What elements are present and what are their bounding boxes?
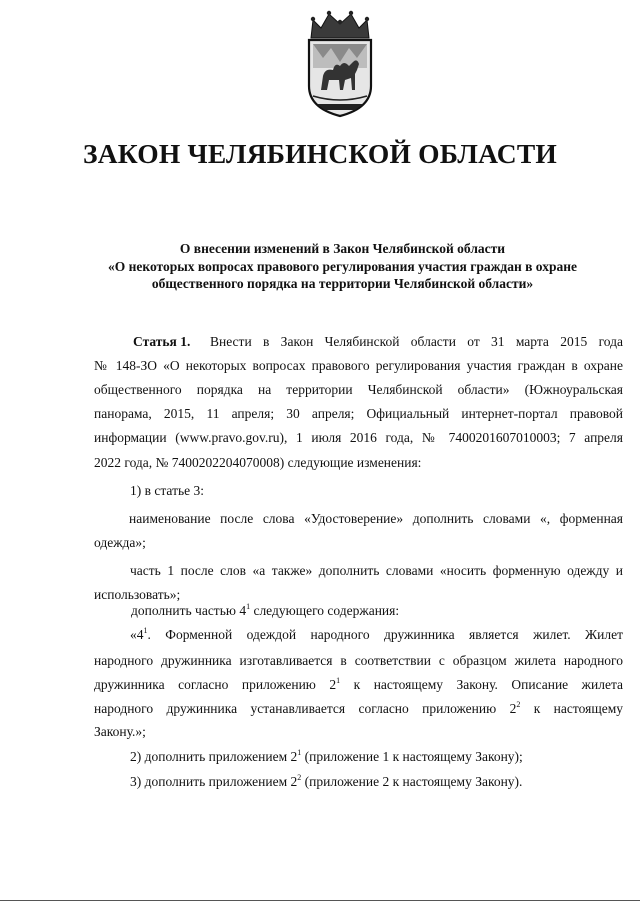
- subtitle-line: «О некоторых вопросах правового регулирования участия граждан в охране: [107, 258, 578, 274]
- page-bottom-edge: [0, 900, 640, 901]
- quote-line: народного дружинника изготавливается в соответствии с образцом жилета народного: [94, 653, 623, 668]
- article-line: 2022 года, № 7400202204070008) следующие изменения:: [94, 455, 422, 470]
- article-label: Статья 1.: [133, 334, 191, 349]
- article-line: информации (www.pravo.gov.ru), 1 июля 2016 года, № 7400201607010003; 7 апреля: [94, 430, 623, 445]
- article-1-first-line: [133, 334, 623, 350]
- part-1-amendment-cont: использовать»;: [94, 587, 181, 602]
- quote-line: «$4^1$. Форменной одеждой народного дружинника является жилет. Жилет: [130, 626, 623, 642]
- item-2: 2) дополнить приложением $2^1$ (приложение 1 к настоящему Закону);: [130, 748, 523, 764]
- article-line: № 148-ЗО «О некоторых вопросах правового регулирования участия граждан в охране: [94, 358, 623, 373]
- law-subtitle: [60, 240, 625, 293]
- quote-line: Закону.»;: [94, 724, 146, 739]
- chelyabinsk-coat-of-arms-icon: [299, 8, 381, 118]
- article-text: Внести в Закон Челябинской области от 31 марта 2015 года: [210, 334, 623, 349]
- naming-amendment: наименование после слова «Удостоверение» дополнить словами «, форменная: [129, 511, 623, 526]
- quote-line: дружинника согласно приложению $2^1$ к настоящему Закону. Описание жилета: [94, 676, 623, 692]
- article-line: панорама, 2015, 11 апреля; 30 апреля; Официальный интернет-портал правовой: [94, 406, 623, 421]
- article-line: общественного порядка на территории Челябинской области» (Южноуральская: [94, 382, 623, 397]
- item-3: 3) дополнить приложением $2^2$ (приложение 2 к настоящему Закону).: [130, 773, 523, 789]
- subtitle-line: общественного порядка на территории Челябинской области»: [151, 276, 534, 291]
- add-part-4-1: дополнить частью $4^1$ следующего содержания:: [131, 602, 400, 618]
- quote-line: народного дружинника устанавливается согласно приложению $2^2$ к настоящему: [94, 700, 623, 716]
- item-1: 1) в статье 3:: [130, 483, 204, 498]
- law-title: ЗАКОН ЧЕЛЯБИНСКОЙ ОБЛАСТИ: [83, 138, 557, 169]
- naming-amendment-cont: одежда»;: [94, 535, 146, 550]
- part-1-amendment: часть 1 после слов «а также» дополнить словами «носить форменную одежду и: [130, 563, 623, 578]
- subtitle-line: О внесении изменений в Закон Челябинской области: [179, 241, 506, 256]
